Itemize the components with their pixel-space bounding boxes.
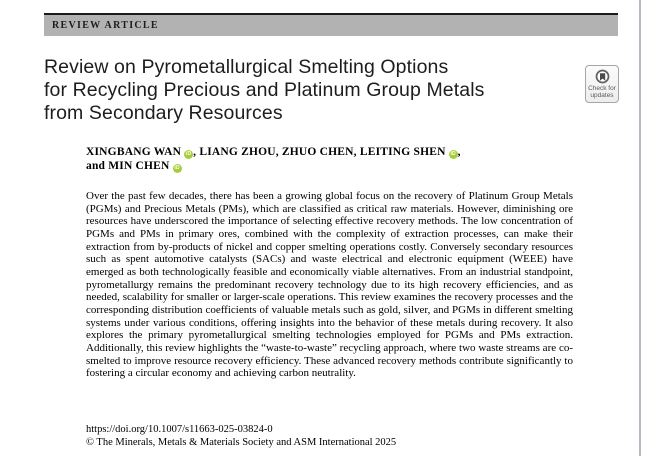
page-edge-rule xyxy=(639,0,641,456)
author-names-middle: , LIANG ZHOU, ZHUO CHEN, LEITING SHEN xyxy=(193,146,446,158)
title-line-1: Review on Pyrometallurgical Smelting Options xyxy=(44,56,449,78)
badge-text-line-1: Check for xyxy=(588,85,616,92)
check-for-updates-badge[interactable] xyxy=(585,65,619,103)
article-type-label: REVIEW ARTICLE xyxy=(52,20,159,31)
copyright-line: © The Minerals, Metals & Materials Society and ASM International 2025 xyxy=(86,437,397,448)
author-name-wan: XINGBANG WAN xyxy=(86,146,182,158)
abstract-text: Over the past few decades, there has been a growing global focus on the recovery of Platinum Group Metals (PGMs) and Precious Metals (PMs), which are classified as critical raw materials. However, diminishing ore resources have underscored the importance of selecting effective recovery methods. The low concentration of PGMs and PMs in primary ores, combined with the complexity of extraction processes, can make their extraction from by-products of nickel and copper smelting operations costly. Conversely secondary resources such as spent automotive catalysts (SACs) and waste electrical and electronic equipment (WEEE) have emerged as both technologically feasible and economically viable alternatives. From an industrial standpoint, pyrometallurgy remains the predominant recovery technology due to its high recovery efficiencies, and as needed, scalability for smaller or larger-scale operations. This review examines the recovery processes and the corresponding distribution coefficients of valuable metals such as gold, silver, and PGMs in different smelting systems under various conditions, offering insights into the behavior of these metals during recovery. It also explores the primary pyrometallurgical smelting technologies employed for PGMs and PMs extraction. Additionally, this review highlights the “waste-to-waste” recycling approach, where two waste streams are co-smelted to improve resource recovery efficiency. These advanced recovery methods contribute significantly to fostering a circular economy and achieving carbon neutrality. xyxy=(86,190,573,380)
author-list xyxy=(86,145,556,173)
article-type-banner xyxy=(44,13,618,36)
orcid-icon[interactable]: iD xyxy=(185,151,192,157)
crossmark-icon xyxy=(595,69,610,84)
author-line-comma: , xyxy=(457,146,461,158)
orcid-icon[interactable]: iD xyxy=(174,165,180,171)
orcid-icon[interactable]: iD xyxy=(450,151,456,157)
article-title xyxy=(44,56,485,125)
doi-link[interactable]: https://doi.org/10.1007/s11663-025-03824-0 xyxy=(86,424,273,435)
article-footer xyxy=(86,423,396,449)
title-line-3: from Secondary Resources xyxy=(44,102,283,124)
badge-text-line-2: updates xyxy=(590,92,614,99)
title-line-2: for Recycling Precious and Platinum Group Metals xyxy=(44,79,485,101)
author-name-chen: and MIN CHEN xyxy=(86,160,170,172)
